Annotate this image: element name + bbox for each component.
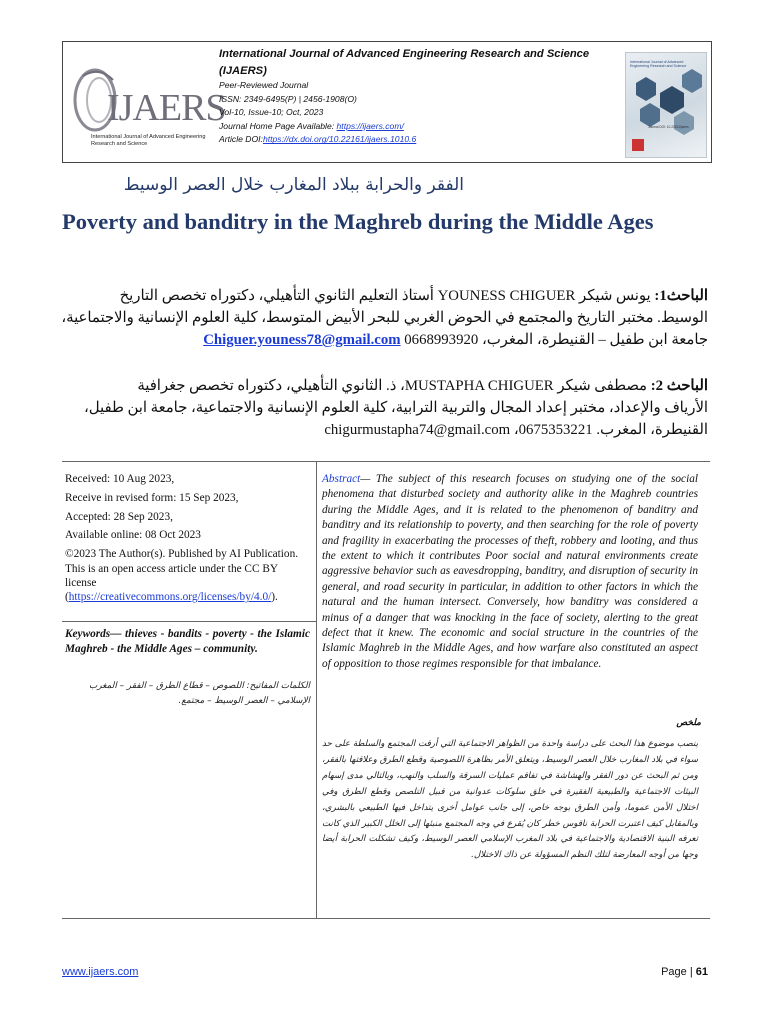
- top-divider: [62, 461, 710, 462]
- license-statement: ©2023 The Author(s). Published by AI Publication. This is an open access article under the CC BY license: [65, 548, 299, 589]
- revised-date: Receive in revised form: 15 Sep 2023,: [65, 491, 239, 504]
- left-column-divider: [62, 621, 316, 622]
- doi-line: [219, 133, 619, 147]
- homepage-label: Journal Home Page Available:: [219, 120, 337, 131]
- volume-issue: Vol-10, Issue-10; Oct, 2023: [219, 107, 324, 118]
- author-1-line-3: [62, 329, 708, 351]
- journal-title: International Journal of Advanced Engineering Research and Science (IJAERS): [219, 48, 590, 77]
- abstract-dash: —: [360, 473, 376, 485]
- accepted-date: Accepted: 28 Sep 2023,: [65, 510, 173, 523]
- homepage-link[interactable]: https://ijaers.com/: [336, 120, 404, 131]
- journal-cover-image: [625, 52, 707, 158]
- author-1-line-2: الوسيط. مختبر التاريخ والمجتمع في الحوض الغربي للبحر الأبيض المتوسط، كلية العلوم الإنسانية والاجتماعية،: [61, 310, 708, 326]
- keywords-arabic: الكلمات المفاتيح: اللصوص – قطاع الطرق – الفقر – المغرب الإسلامي – العصر الوسيط – مجتمع.: [88, 681, 310, 706]
- cover-footer: Journal DOI: 10.22161/ijaers: [648, 125, 689, 129]
- page-separator: |: [686, 966, 696, 978]
- bottom-divider: [62, 918, 710, 919]
- peer-reviewed: Peer-Reviewed Journal: [219, 80, 309, 90]
- author-2-line-3: القنيطرة، المغرب. 0675353221، chigurmustapha74@gmail.com: [324, 422, 708, 438]
- cover-hexagon-icon: [626, 53, 706, 157]
- logo-text: IJAERS: [107, 87, 226, 129]
- issn: ISSN: 2349-6495(P) | 2456-1908(O): [219, 93, 357, 104]
- cover-title: International Journal of Advanced Engineering Research and Science: [630, 60, 687, 69]
- journal-header: [62, 41, 712, 163]
- page-label: Page: [661, 966, 687, 978]
- column-divider: [316, 462, 317, 918]
- author-2-line-2: الأرياف والإعداد، مختبر إعداد المجال والتربية الترابية، كلية العلوم الإنسانية والاجتماعية، جامعة ابن طفيل،: [84, 400, 708, 416]
- doi-link[interactable]: https://dx.doi.org/10.22161/ijaers.1010.6: [262, 134, 417, 145]
- author-1-email[interactable]: Chiguer.youness78@gmail.com: [203, 332, 401, 348]
- abstract-label: Abstract: [322, 473, 361, 485]
- article-info-column: [65, 472, 310, 609]
- abstract-english: [322, 472, 698, 672]
- arabic-title: الفقر والحرابة ببلاد المغارب خلال العصر الوسيط: [123, 175, 464, 195]
- license-close-paren: ).: [271, 591, 278, 604]
- doi-label: Article DOI:: [219, 134, 263, 145]
- journal-logo: [69, 66, 226, 156]
- author-2-block: [62, 375, 708, 441]
- author-2-line-1: [62, 375, 708, 397]
- journal-info: [219, 46, 619, 147]
- author-1-affiliation: جامعة ابن طفيل – القنيطرة، المغرب، 0668993920: [400, 332, 708, 348]
- page-number: [661, 966, 708, 978]
- abstract-arabic-label: ملخص: [676, 718, 701, 728]
- footer-website-link[interactable]: www.ijaers.com: [62, 966, 139, 978]
- author-1-label: الباحث1:: [654, 288, 708, 304]
- online-date: Available online: 08 Oct 2023: [65, 529, 201, 542]
- author-1-line-1: [62, 285, 708, 307]
- author-1-name: يونس شيكر YOUNESS CHIGUER أستاذ التعليم الثانوي التأهيلي، دكتوراه تخصص التاريخ: [119, 288, 655, 304]
- logo-subtext: International Journal of Advanced Engineering Research and Science: [91, 134, 206, 147]
- author-2-label: الباحث 2:: [650, 378, 708, 394]
- license-link[interactable]: https://creativecommons.org/licenses/by/4.0/: [68, 591, 272, 604]
- keywords-english: Keywords— thieves - bandits - poverty - the Islamic Maghreb - the Middle Ages – community.: [65, 628, 310, 655]
- abstract-text: The subject of this research focuses on studying one of the social phenomena that disturbed society and authority alike in the Maghreb countries during the Middle Ages, and it is related to the phenomenon of banditry and banditry and its relationship to poverty, and then searching for the role of poverty and fragility in exacerbating the processes of theft, robbery and looting, and thus the extent to which it contributes Poor social and natural environments create aggressive behavior such as eavesdropping, banditry, and disruption of security in general, and road security in particular, in addition to other factors in which the natural and the human intersect. Conversely, how banditry was considered a minus of a danger that was knocking in the face of society, alerting to the great defect that it knew. The economic and social structure in the countries of the Islamic Maghreb in the Middle Ages, and how warfare also constituted an aspect of opposition to those regimes responsible for that imbalance.: [322, 473, 698, 670]
- page-number-value: 61: [695, 966, 708, 978]
- author-1-block: [62, 285, 708, 351]
- homepage-line: [219, 120, 619, 134]
- received-date: Received: 10 Aug 2023,: [65, 473, 175, 485]
- author-2-name: مصطفى شيكر MUSTAPHA CHIGUER، ذ. الثانوي التأهيلي، دكتوراه تخصص جغرافية: [137, 378, 651, 394]
- english-title: Poverty and banditry in the Maghreb during the Middle Ages: [62, 209, 654, 234]
- abstract-arabic: ينصب موضوع هذا البحث على دراسة واحدة من الظواهر الاجتماعية التي أرقت المجتمع والسلطة على حد سواء في بلاد المغارب خلال العصر الوسيط، ويتعلق الأمر بظاهرة اللصوصية وقطع الطرق وعلاقتها بالفقر، ومن ثم البحث عن دور الفقر والهشاشة في تفاقم عمليات السرقة والسلب والنهب، وبالتالي مدى إسهام البيئات الاجتماعية والطبيعية الفقيرة في خلق سلوكات عدوانية من قبيل التلصص وقطع الطرق وفي اختلال الأمن عموما، وأمن الطرق بوجه خاص، إلى جانب عوامل أخرى يتداخل فيها الطبيعي بالبشري، وبالمقابل كيف اعتبرت الحرابة ناقوس خطر كان يُقرع في وجه المجتمع منبئها إلى الخلل الكبير الذي كانت تعرفه البنية الاقتصادية والاجتماعية في بلاد المغرب الإسلامي العصر الوسيط، وكيف تشكلت الحرابة أيضا وجها من أوجه المعارضة لتلك النظم المسؤولة عن ذاك الاختلال.: [322, 739, 698, 861]
- license-open-paren: (: [65, 591, 69, 604]
- license-text: [65, 547, 310, 605]
